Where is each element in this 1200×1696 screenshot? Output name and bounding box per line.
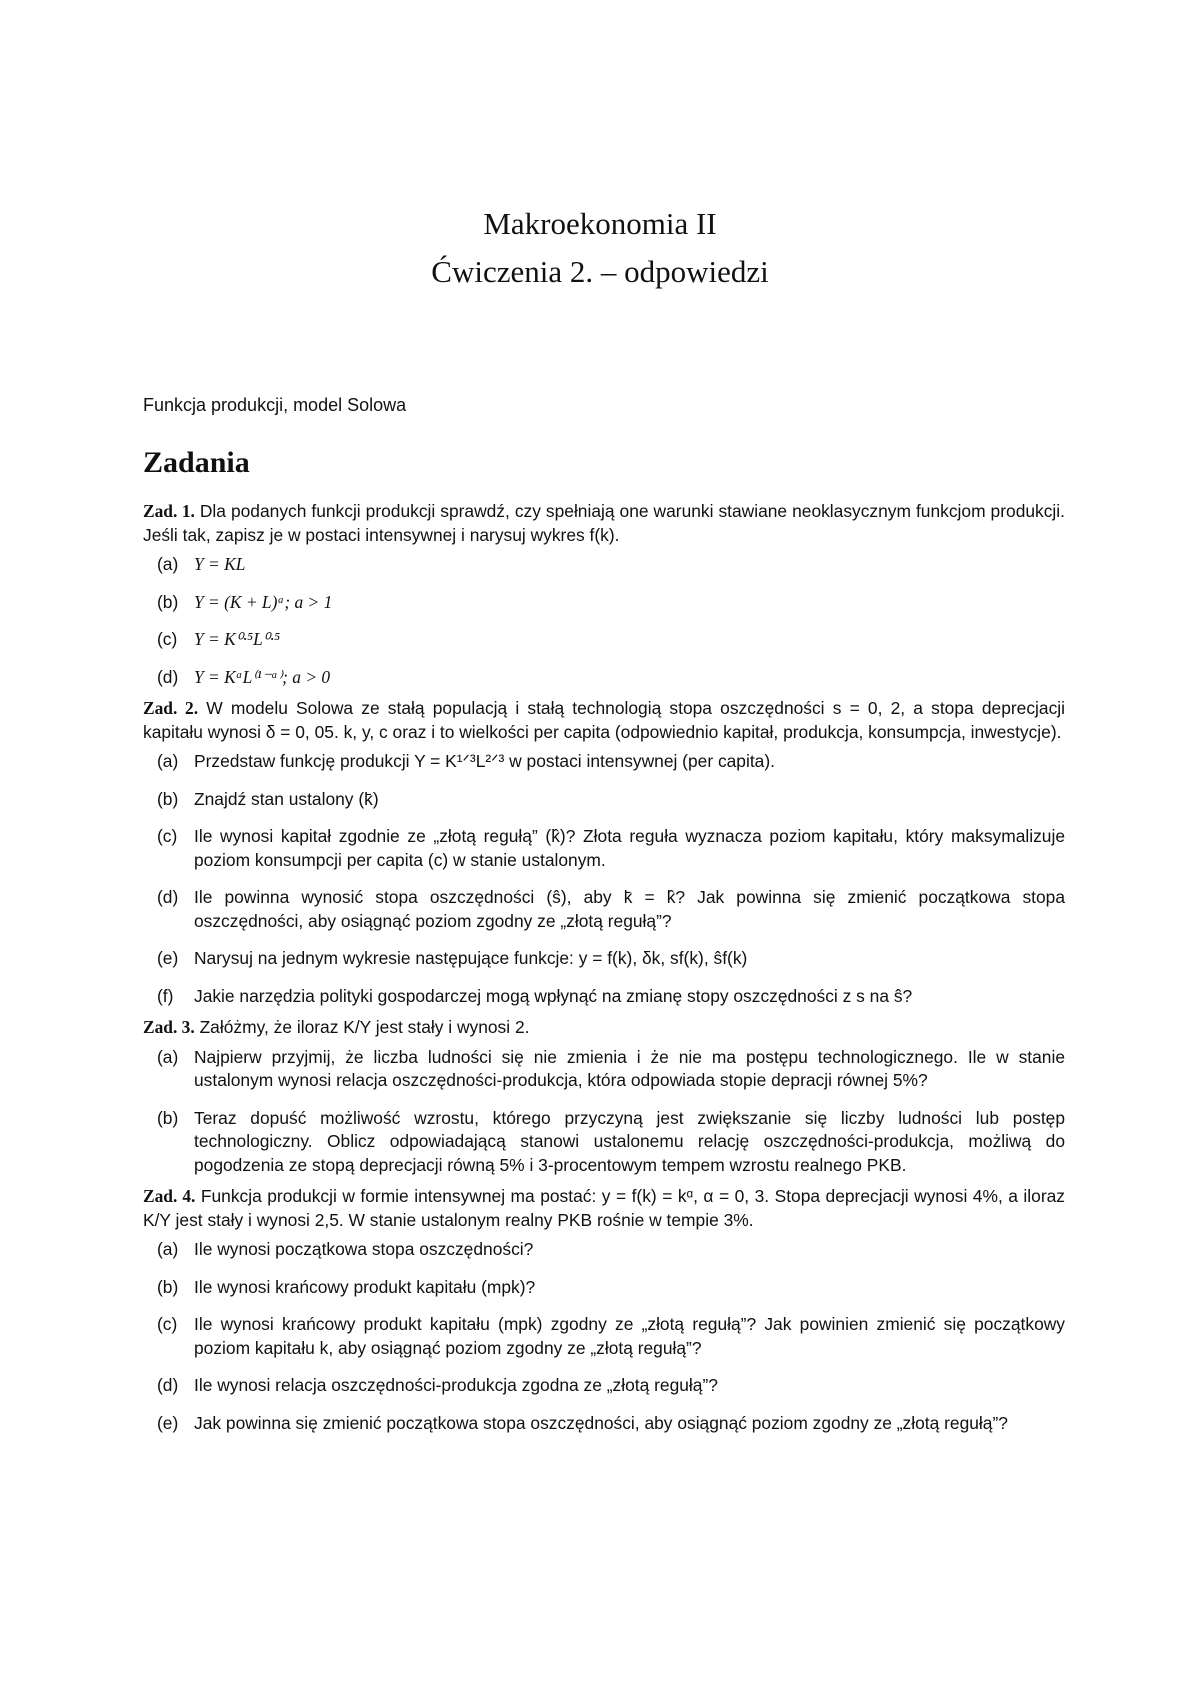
item-label: (f) — [157, 985, 174, 1006]
item-text: Y = (K + L)ᵃ; a > 1 — [194, 591, 333, 612]
task-4-item-b — [143, 1276, 1065, 1300]
task-1-item-c — [143, 628, 1065, 652]
title-block — [0, 200, 1200, 296]
item-text: Ile wynosi krańcowy produkt kapitału (mpk)? — [194, 1276, 536, 1297]
task-2-item-a — [143, 750, 1065, 774]
task-2-item-c — [143, 825, 1065, 872]
item-label: (b) — [157, 591, 179, 612]
title-line-2: Ćwiczenia 2. – odpowiedzi — [431, 254, 769, 289]
task-1-item-d — [143, 666, 1065, 690]
item-label: (a) — [157, 751, 179, 771]
task-3-item-a — [143, 1046, 1065, 1093]
task-4-item-c — [143, 1313, 1065, 1360]
task-2-item-f — [143, 985, 1065, 1009]
task-3-statement — [143, 1016, 1065, 1040]
task-1-items — [143, 553, 1065, 689]
task-3 — [143, 1016, 1065, 1177]
task-3-items — [143, 1046, 1065, 1178]
item-label: (d) — [157, 1375, 179, 1395]
task-2-item-d — [143, 886, 1065, 933]
item-text: Ile wynosi krańcowy produkt kapitału (mpk) zgodny ze „złotą regułą”? Jak powinien zmienić się początkowy poziom kapitału k, aby osiągnąć poziom zgodny ze „złotą regułą”? — [194, 1314, 1065, 1358]
item-text: Najpierw przyjmij, że liczba ludności się nie zmienia i że nie ma postępu technologicznego. Ile w stanie ustalonym wynosi relacja oszczędności-produkcja, która odpowiada stopie depracji równej 5%? — [194, 1046, 1065, 1090]
item-label: (e) — [157, 1412, 179, 1433]
item-text: Teraz dopuść możliwość wzrostu, którego przyczyną jest zwiększanie się liczby ludności lub postęp technologiczny. Oblicz odpowiadającą stanowi ustalonemu relację oszczędności-produkcja, możliwą do pogodzenia ze stopą deprecjacji równą 5% i 3-procentowym tempem wzrostu realnego PKB. — [194, 1107, 1065, 1175]
task-2-label: Zad. 2. — [143, 698, 199, 718]
task-1-label: Zad. 1. — [143, 501, 195, 521]
task-4-text: Funkcja produkcji w formie intensywnej ma postać: y = f(k) = kᵅ, α = 0, 3. Stopa deprecjacji wynosi 4%, a iloraz K/Y jest stały i wynosi 2,5. W stanie ustalonym realny PKB rośnie w tempie 3%. — [143, 1186, 1065, 1230]
title-line-1: Makroekonomia II — [483, 206, 717, 241]
task-1-item-b — [143, 591, 1065, 615]
task-1 — [143, 500, 1065, 689]
item-text: Ile wynosi relacja oszczędności-produkcja zgodna ze „złotą regułą”? — [194, 1375, 718, 1395]
task-2-statement — [143, 697, 1065, 744]
subtitle: Funkcja produkcji, model Solowa — [143, 395, 407, 415]
task-3-item-b — [143, 1107, 1065, 1178]
item-text: Y = KᵃL⁽¹⁻ᵃ⁾; a > 0 — [194, 666, 331, 687]
item-text: Znajdź stan ustalony (k̄) — [194, 788, 379, 809]
item-label: (b) — [157, 1107, 179, 1128]
item-text: Ile powinna wynosić stopa oszczędności (ŝ), aby k̄ = k̂? Jak powinna się zmienić początkowa stopa oszczędności, aby osiągnąć poziom zgodny ze „złotą regułą”? — [194, 887, 1065, 931]
task-2-item-e — [143, 947, 1065, 971]
item-label: (c) — [157, 1314, 178, 1334]
task-4-statement — [143, 1185, 1065, 1232]
item-label: (c) — [157, 826, 178, 846]
item-label: (a) — [157, 1239, 179, 1259]
task-4-item-d — [143, 1374, 1065, 1398]
task-4-items — [143, 1238, 1065, 1435]
item-label: (d) — [157, 887, 179, 907]
item-label: (e) — [157, 948, 179, 968]
item-text: Jak powinna się zmienić początkowa stopa oszczędności, aby osiągnąć poziom zgodny ze „złotą regułą”? — [194, 1412, 1008, 1433]
item-label: (b) — [157, 1276, 179, 1297]
item-text: Narysuj na jednym wykresie następujące funkcje: y = f(k), δk, sf(k), ŝf(k) — [194, 948, 748, 968]
item-text: Przedstaw funkcję produkcji Y = K¹ᐟ³L²ᐟ³ w postaci intensywnej (per capita). — [194, 751, 775, 771]
tasks-content — [143, 500, 1065, 1443]
item-label: (d) — [157, 666, 179, 687]
item-text: Y = K⁰·⁵L⁰·⁵ — [194, 629, 281, 649]
task-1-statement — [143, 500, 1065, 547]
task-1-item-a — [143, 553, 1065, 577]
item-text: Ile wynosi początkowa stopa oszczędności? — [194, 1239, 534, 1259]
task-2-text: W modelu Solowa ze stałą populacją i stałą technologią stopa oszczędności s = 0, 2, a stopa deprecjacji kapitału wynosi δ = 0, 05. k, y, c oraz i to wielkości per capita (odpowiednio kapitał, produkcja, konsumpcja, inwestycje). — [143, 698, 1065, 742]
task-2-item-b — [143, 788, 1065, 812]
task-4-item-a — [143, 1238, 1065, 1262]
item-label: (a) — [157, 554, 179, 574]
item-text: Jakie narzędzia polityki gospodarczej mogą wpłynąć na zmianę stopy oszczędności z s na ŝ? — [194, 985, 913, 1006]
task-3-text: Załóżmy, że iloraz K/Y jest stały i wynosi 2. — [199, 1017, 530, 1037]
item-text: Ile wynosi kapitał zgodnie ze „złotą regułą” (k̂)? Złota reguła wyznacza poziom kapitału, który maksymalizuje poziom konsumpcji per capita (c) w stanie ustalonym. — [194, 826, 1065, 870]
task-3-label: Zad. 3. — [143, 1017, 195, 1037]
task-4-label: Zad. 4. — [143, 1186, 196, 1206]
section-heading: Zadania — [143, 446, 250, 479]
task-2 — [143, 697, 1065, 1008]
item-label: (a) — [157, 1046, 179, 1067]
task-4 — [143, 1185, 1065, 1435]
task-2-items — [143, 750, 1065, 1008]
task-1-text: Dla podanych funkcji produkcji sprawdź, czy spełniają one warunki stawiane neoklasycznym funkcjom produkcji. Jeśli tak, zapisz je w postaci intensywnej i narysuj wykres f(k). — [143, 501, 1065, 545]
item-text: Y = KL — [194, 554, 246, 574]
task-4-item-e — [143, 1412, 1065, 1436]
item-label: (b) — [157, 788, 179, 809]
item-label: (c) — [157, 629, 178, 649]
